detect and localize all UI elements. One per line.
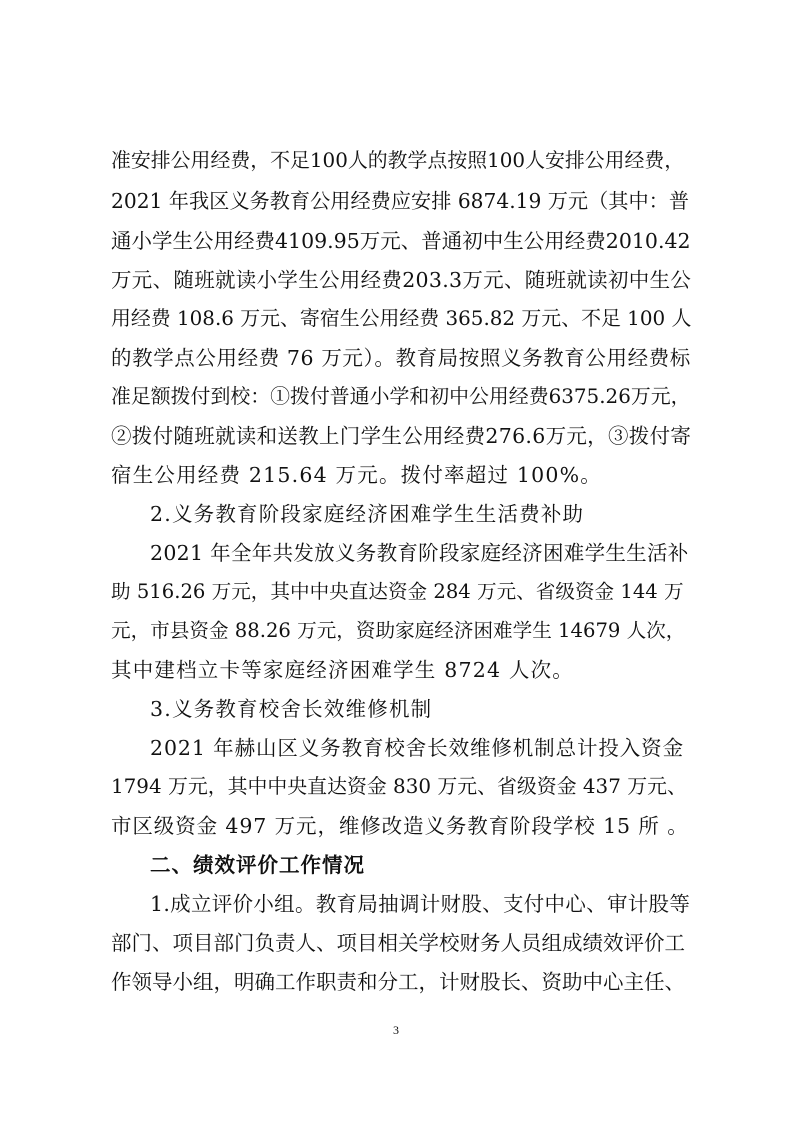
paragraph-line: 其中建档立卡等家庭经济困难学生 8724 人次。: [111, 658, 575, 682]
paragraph-line: 元，市县资金 88.26 万元，资助家庭经济困难学生 14679 人次，: [111, 619, 686, 642]
paragraph-line: 1.成立评价小组。教育局抽调计财股、支付中心、审计股等: [150, 892, 691, 916]
paragraph-line: 2021 年赫山区义务教育校舍长效维修机制总计投入资金: [150, 736, 684, 760]
paragraph-line: 通小学生公用经费4109.95万元、普通初中生公用经费2010.42: [111, 229, 691, 253]
paragraph-line: 准安排公用经费，不足100人的教学点按照100人安排公用经费，: [111, 149, 685, 172]
section-heading: 2.义务教育阶段家庭经济困难学生生活费补助: [150, 502, 585, 526]
paragraph-line: 市区级资金 497 万元，维修改造义务教育阶段学校 15 所 。: [111, 814, 689, 838]
section-heading: 3.义务教育校舍长效维修机制: [150, 697, 433, 721]
paragraph-line: ②拨付随班就读和送教上门学生公用经费276.6万元，③拨付寄: [111, 424, 692, 448]
paragraph-line: 2021 年我区义务教育公用经费应安排 6874.19 万元（其中：普: [111, 189, 690, 213]
paragraph-line: 作领导小组，明确工作职责和分工，计财股长、资助中心主任、: [111, 970, 685, 994]
paragraph-line: 宿生公用经费 215.64 万元。拨付率超过 100%。: [111, 463, 602, 487]
paragraph-line: 助 516.26 万元，其中中央直达资金 284 万元、省级资金 144 万: [111, 580, 684, 603]
page-number: 3: [393, 1023, 399, 1037]
paragraph-line: 的教学点公用经费 76 万元）。教育局按照义务教育公用经费标: [111, 346, 691, 370]
paragraph-line: 准足额拨付到校：①拨付普通小学和初中公用经费6375.26万元，: [111, 385, 691, 408]
chapter-heading: 二、绩效评价工作情况: [150, 853, 365, 877]
paragraph-line: 1794 万元，其中中央直达资金 830 万元、省级资金 437 万元、: [111, 775, 687, 798]
paragraph-line: 2021 年全年共发放义务教育阶段家庭经济困难学生生活补: [150, 541, 689, 565]
paragraph-line: 部门、项目部门负责人、项目相关学校财务人员组成绩效评价工: [111, 931, 685, 955]
paragraph-line: 万元、随班就读小学生公用经费203.3万元、随班就读初中生公: [111, 268, 692, 292]
paragraph-line: 用经费 108.6 万元、寄宿生公用经费 365.82 万元、不足 100 人: [111, 307, 692, 330]
